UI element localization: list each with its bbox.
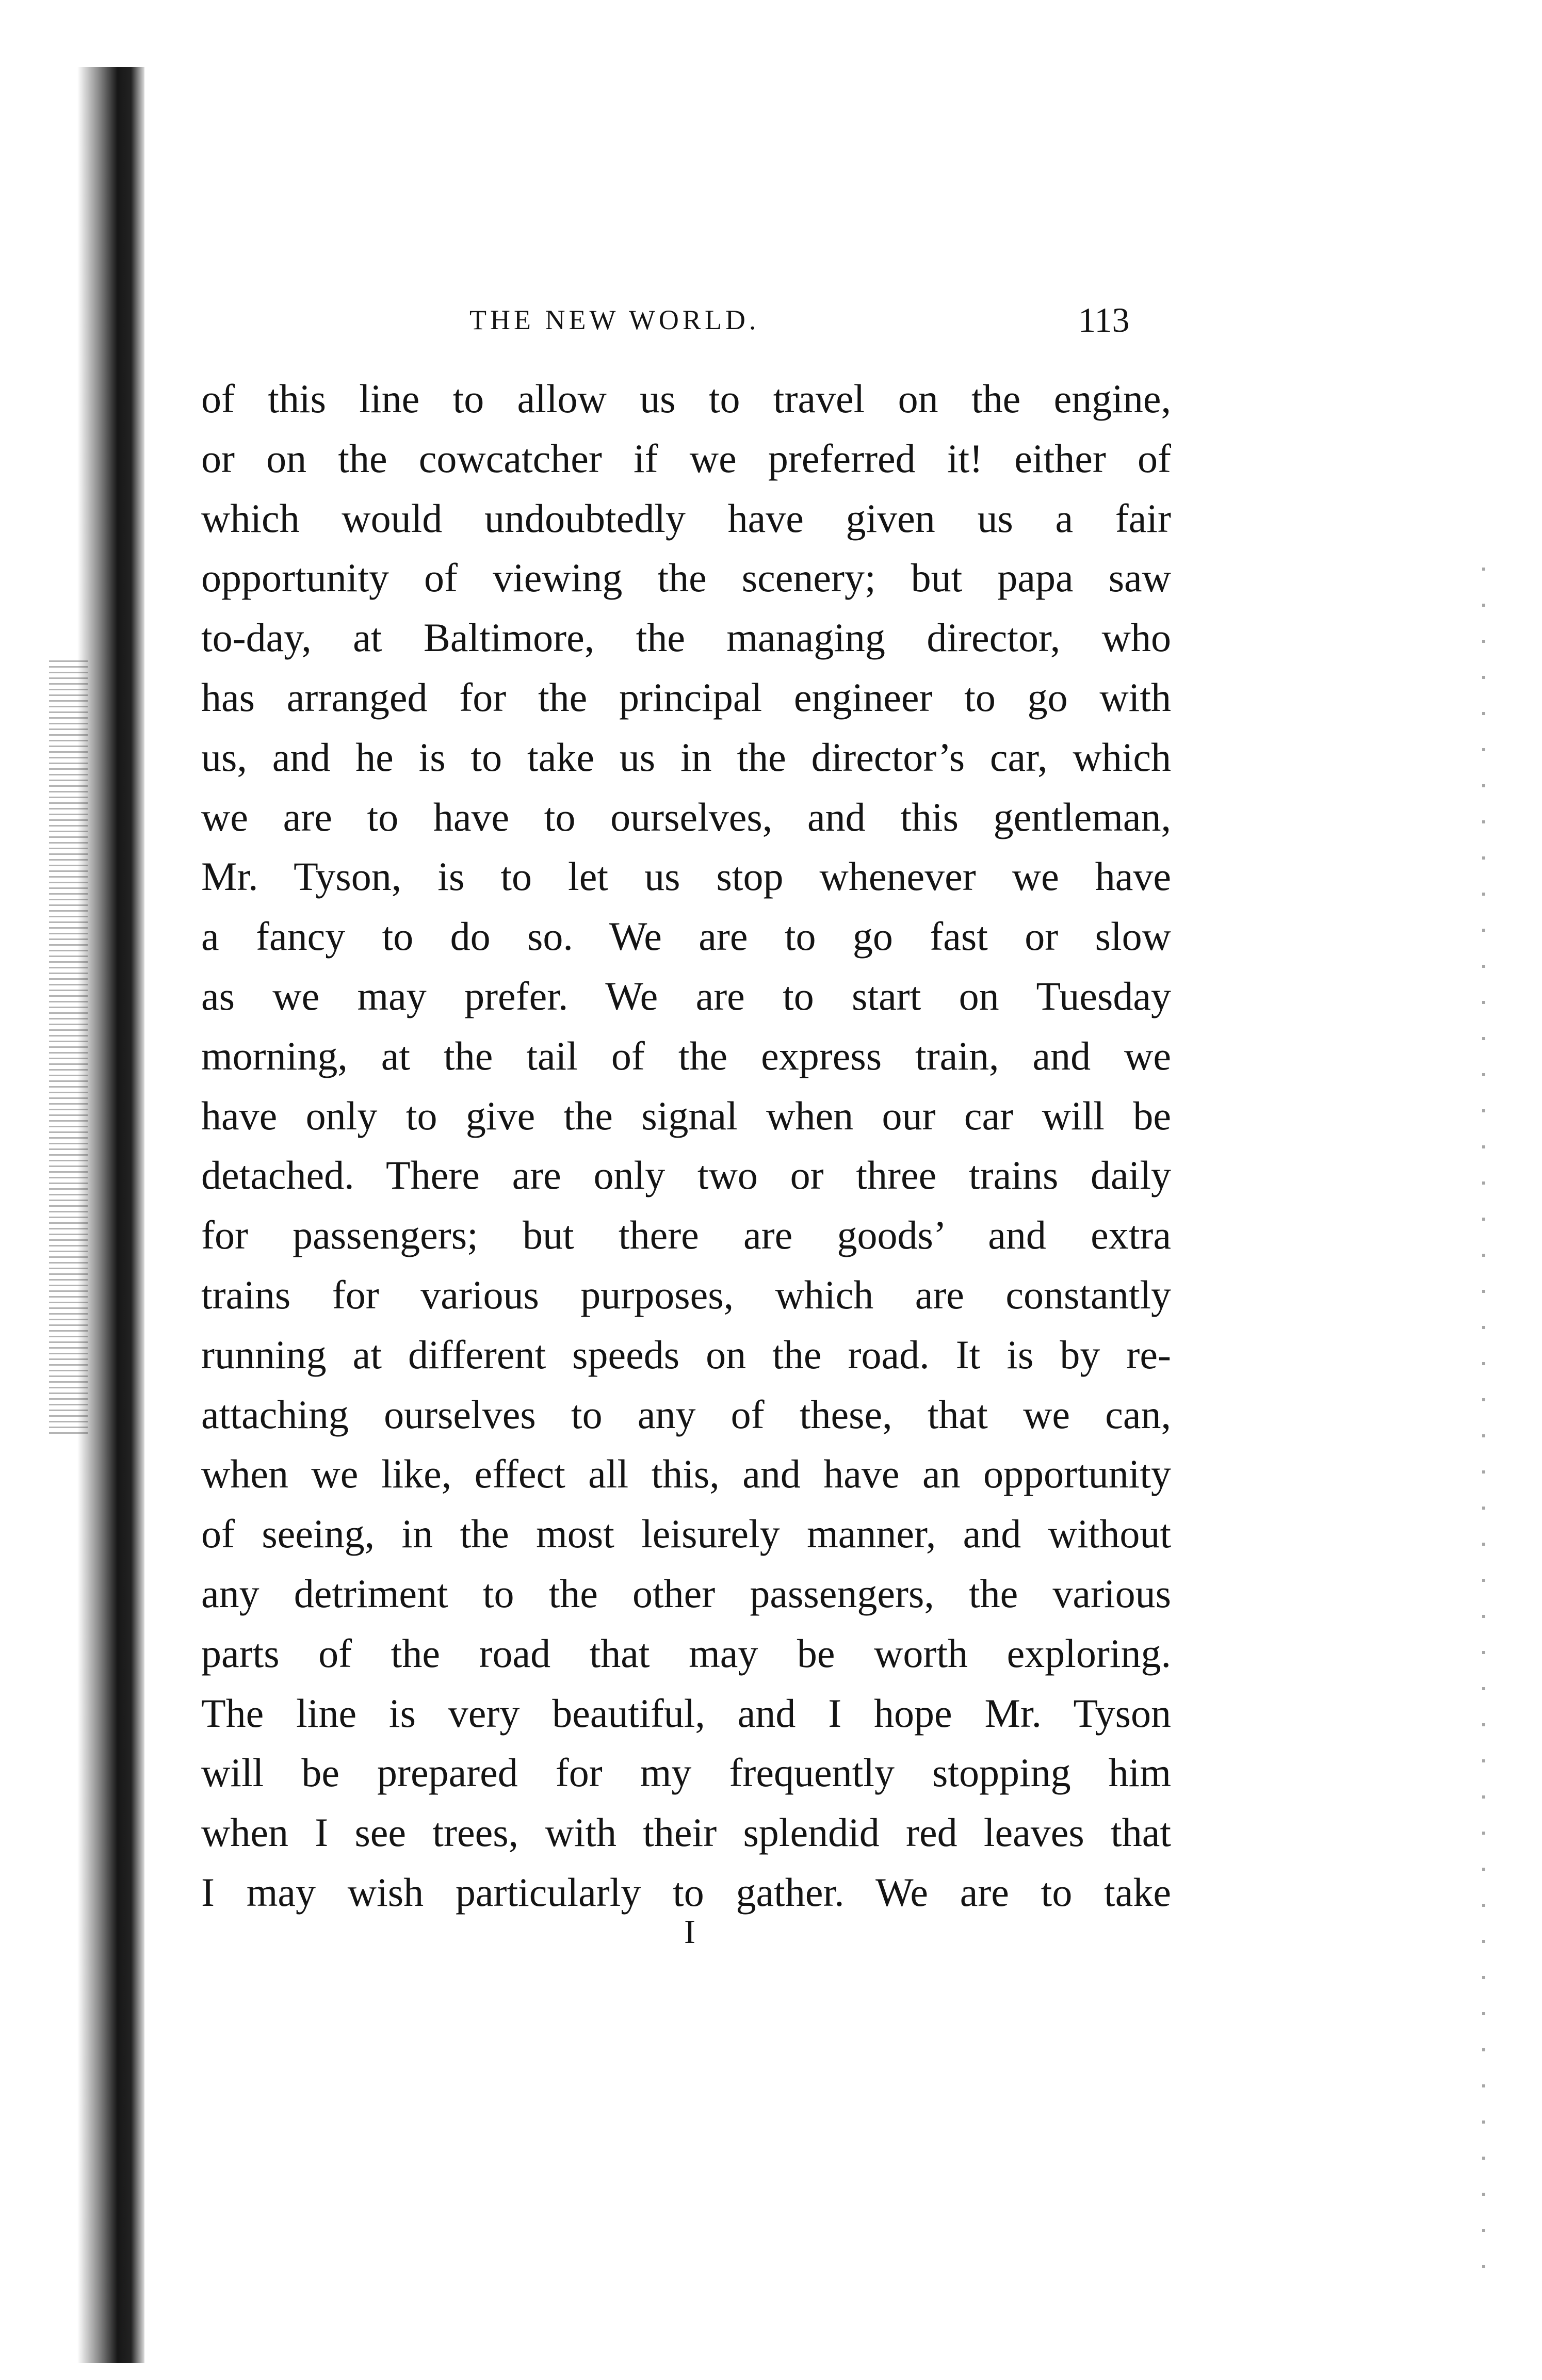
text-line: we are to have to ourselves, and this gentleman, (201, 794, 1171, 839)
text-line: has arranged for the principal engineer to go with (201, 674, 1171, 720)
body-text (201, 369, 1171, 1922)
text-line: as we may prefer. We are to start on Tuesday (201, 973, 1171, 1018)
edge-speckle (1482, 568, 1485, 2270)
text-line: of seeing, in the most leisurely manner, and without (201, 1511, 1171, 1557)
text-line: running at different speeds on the road. It is by re- (201, 1332, 1171, 1377)
text-line: when I see trees, with their splendid red leaves that (201, 1810, 1171, 1855)
text-line: Mr. Tyson, is to let us stop whenever we have (201, 854, 1171, 899)
text-line: attaching ourselves to any of these, that we can, (201, 1391, 1171, 1437)
text-line: when we like, effect all this, and have an opportunity (201, 1451, 1171, 1497)
text-line: for passengers; but there are goods’ and extra (201, 1212, 1171, 1258)
text-line: have only to give the signal when our car will be (201, 1093, 1171, 1138)
text-line: morning, at the tail of the express train, and we (201, 1033, 1171, 1078)
text-line: I may wish particularly to gather. We are to take (201, 1869, 1171, 1915)
text-line: detached. There are only two or three trains daily (201, 1153, 1171, 1198)
signature-mark: I (684, 1913, 695, 1951)
binding-speckle (49, 660, 88, 1434)
text-line: opportunity of viewing the scenery; but papa saw (201, 555, 1171, 601)
page-number: 113 (1078, 300, 1130, 339)
text-line: any detriment to the other passengers, the various (201, 1571, 1171, 1616)
text-line: trains for various purposes, which are constantly (201, 1272, 1171, 1317)
text-line: us, and he is to take us in the director’s car, which (201, 734, 1171, 780)
text-line: which would undoubtedly have given us a fair (201, 495, 1171, 541)
text-line: will be prepared for my frequently stopping him (201, 1750, 1171, 1795)
running-head (0, 297, 1542, 343)
running-title: THE NEW WORLD. (469, 304, 760, 335)
text-line: of this line to allow us to travel on the engine, (201, 376, 1171, 421)
text-line: The line is very beautiful, and I hope Mr. Tyson (201, 1690, 1171, 1736)
text-line: a fancy to do so. We are to go fast or slow (201, 914, 1171, 959)
text-line: or on the cowcatcher if we preferred it! either of (201, 435, 1171, 481)
text-line: parts of the road that may be worth exploring. (201, 1630, 1171, 1676)
text-line: to-day, at Baltimore, the managing director, who (201, 615, 1171, 660)
